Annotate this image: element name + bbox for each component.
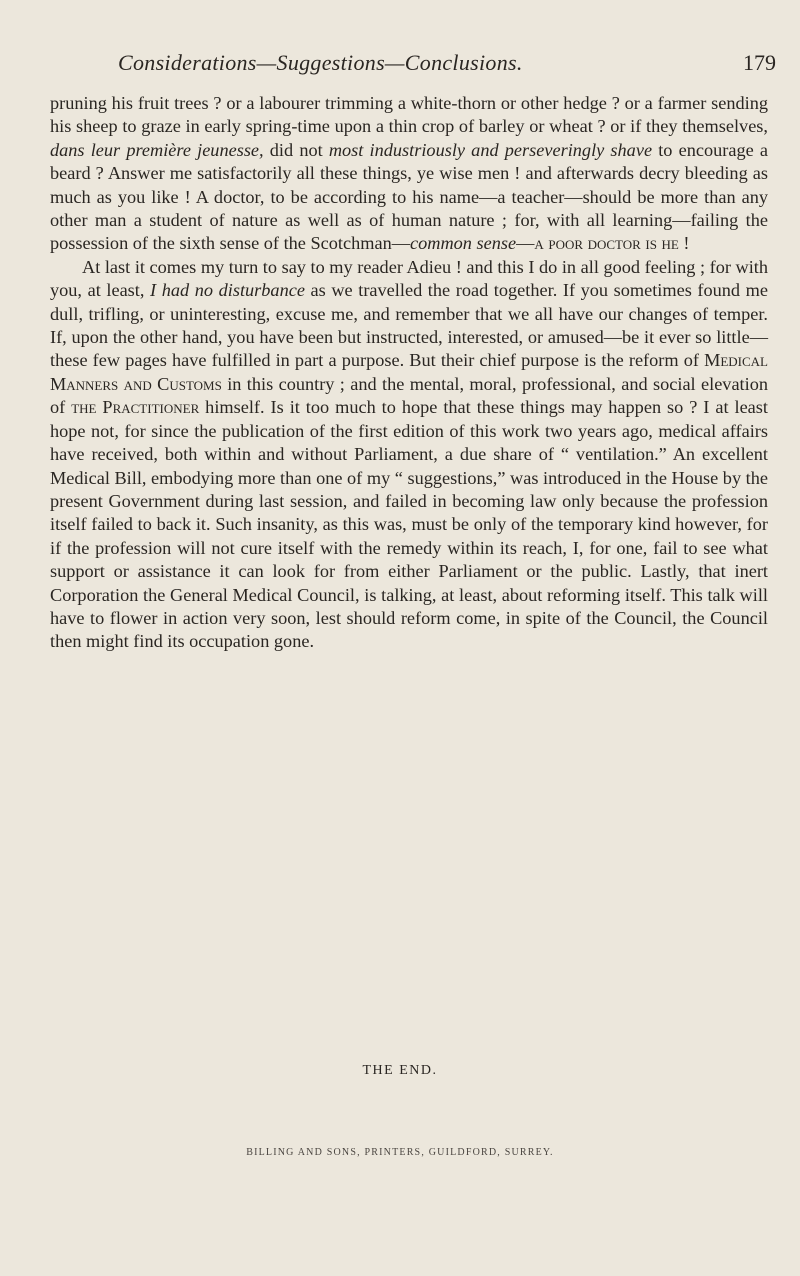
text-segment: pruning his fruit trees ? or a labourer trimming a white-thorn or other hedge ? or a farmer sending his sheep to graze in early spring-time upon a thin crop of barley or wheat ? or if they themselves, <box>50 93 768 137</box>
end-mark: THE END. <box>362 1063 438 1078</box>
italic-text: common sense <box>410 233 517 254</box>
small-caps-text: Medical Manners and Customs <box>50 350 768 394</box>
paragraph <box>50 256 768 654</box>
text-segment: in this country ; and the mental, moral, professional, and social elevation of <box>50 373 769 418</box>
printer-imprint: BILLING AND SONS, PRINTERS, GUILDFORD, SURREY. <box>246 1147 554 1158</box>
page-header <box>50 50 776 84</box>
running-head: Considerations—Suggestions—Conclusions. <box>118 50 523 75</box>
body-text <box>50 92 768 654</box>
text-segment: as we travelled the road together. If you sometimes found me dull, trifling, or uninteresting, excuse me, and remember that we all have our changes of temper. If, upon the other hand, you have been but instructed, interested, or amused—be it ever so little—these few pages have fulfilled in part a purpose. But their chief purpose is the reform of <box>50 280 768 371</box>
italic-text: I had no disturbance <box>150 280 305 301</box>
text-segment: did not <box>263 139 329 160</box>
text-segment: to encourage a beard ? Answer me satisfactorily all these things, ye wise men ! and afterwards decry bleeding as much as you like ! A doctor, to be according to his name—a teacher—should be more than any other man a student of nature as well as of human nature ; for, with all learning—failing the possession of the sixth sense of the Scotchman— <box>50 139 768 254</box>
small-caps-text: a poor doctor is he ! <box>534 233 690 254</box>
paragraph <box>50 92 768 256</box>
page-number: 179 <box>743 50 776 75</box>
italic-text: most industriously and perseveringly shave <box>328 139 653 160</box>
text-segment: himself. Is it too much to hope that these things may happen so ? I at least hope not, for since the publication of the first edition of this work two years ago, medical affairs have received, both within and without Parliament, a due share of “ ventilation.” An excellent Medical Bill, embodying more than one of my “ suggestions,” was introduced in the House by the present Government during last session, and failed in becoming law only because the profession itself failed to back it. Such insanity, as this was, must be only of the temporary kind however, for if the profession will not cure itself with the remedy within its reach, I, for one, fail to see what support or assistance it can look for from either Parliament or the public. Lastly, that inert Corporation the General Medical Council, is talking, at least, about reforming itself. This talk will have to flower in action very soon, lest should reform come, in spite of the Council, the Council then might find its occupation gone. <box>50 397 768 652</box>
text-segment: At last it comes my turn to say to my reader Adieu ! and this I do in all good feeling ; for with you, at least, <box>50 256 768 301</box>
italic-text: dans leur première jeunesse, <box>50 139 264 160</box>
text-segment: — <box>516 233 535 254</box>
small-caps-text: the Practitioner <box>71 397 200 418</box>
